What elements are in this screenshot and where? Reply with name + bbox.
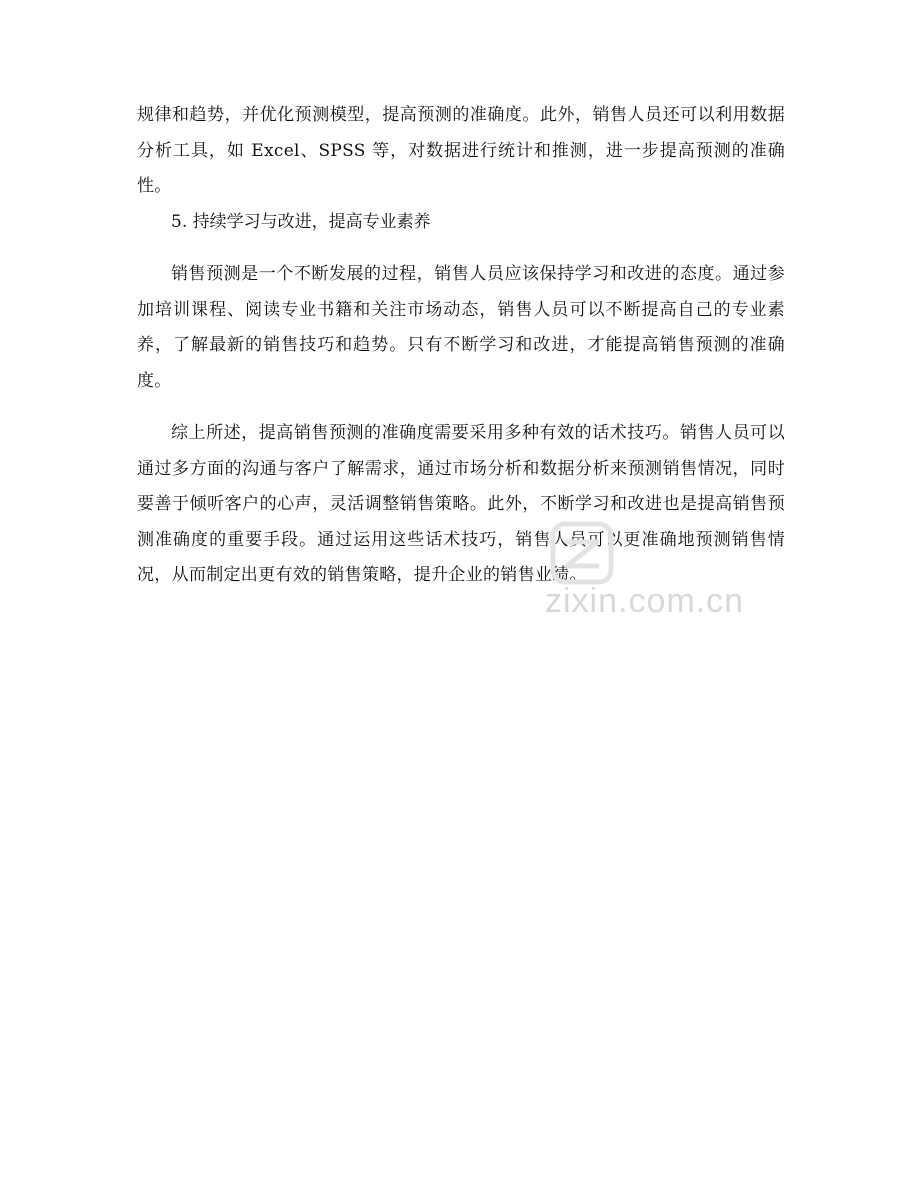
watermark-text: zixin.com.cn bbox=[545, 582, 745, 620]
paragraph-continued: 规律和趋势，并优化预测模型，提高预测的准确度。此外，销售人员还可以利用数据分析工具，如 Excel、SPSS 等，对数据进行统计和推测，进一步提高预测的准确性。 bbox=[137, 105, 785, 196]
document-body bbox=[137, 98, 785, 594]
paragraph-summary: 综上所述，提高销售预测的准确度需要采用多种有效的话术技巧。销售人员可以通过多方面的沟通与客户了解需求，通过市场分析和数据分析来预测销售情况，同时要善于倾听客户的心声，灵活调整销售策略。此外，不断学习和改进也是提高销售预测准确度的重要手段。通过运用这些话术技巧，销售人员可以更准确地预测销售情况，从而制定出更有效的销售策略，提升企业的销售业绩。 bbox=[137, 423, 785, 585]
paragraph-learning: 销售预测是一个不断发展的过程，销售人员应该保持学习和改进的态度。通过参加培训课程、阅读专业书籍和关注市场动态，销售人员可以不断提高自己的专业素养，了解最新的销售技巧和趋势。只有不断学习和改进，才能提高销售预测的准确度。 bbox=[137, 264, 785, 391]
section-heading: 5. 持续学习与改进，提高专业素养 bbox=[171, 211, 431, 232]
